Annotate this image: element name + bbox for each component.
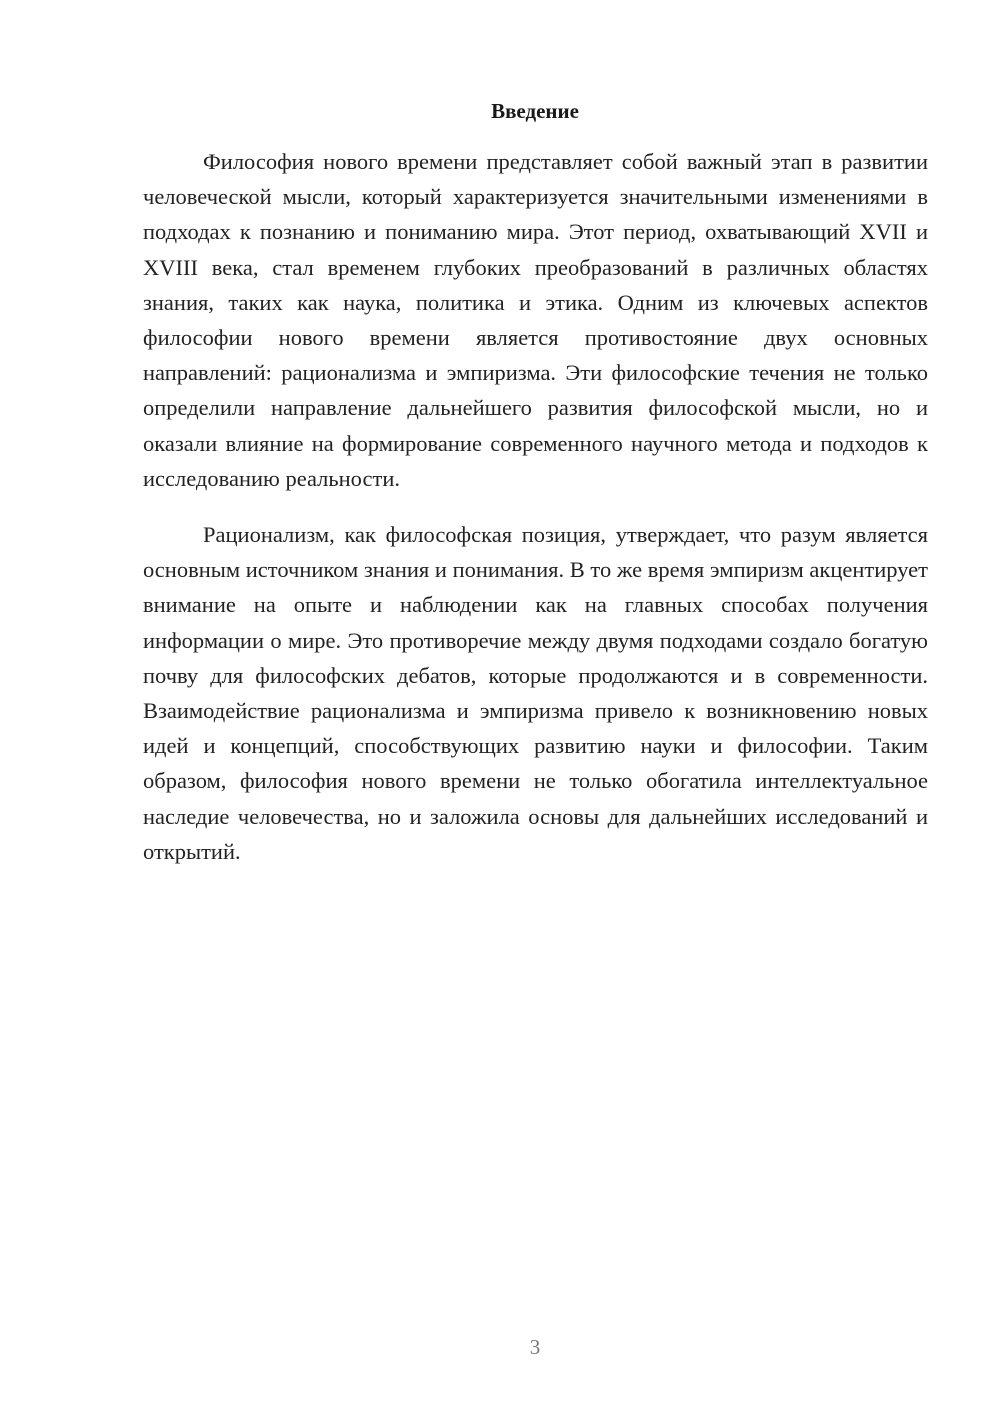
page-title: Введение bbox=[491, 99, 579, 123]
paragraph-intro: Философия нового времени представляет собой важный этап в развитии человеческой мысли, который характеризуется значительными изменениями в подходах к познанию и пониманию мира. Этот период, охватывающий XVII и XVIII века, стал временем глубоких преобразований в различных областях знания, таких как наука, политика и этика. Одним из ключевых аспектов философии нового времени является противостояние двух основных направлений: рационализма и эмпиризма. Эти философские течения не только определили направление дальнейшего развития философской мысли, но и оказали влияние на формирование современного научного метода и подходов к исследованию реальности. bbox=[143, 149, 928, 491]
body-text bbox=[143, 144, 928, 869]
page-number: 3 bbox=[529, 1335, 541, 1359]
paragraph-rationalism: Рационализм, как философская позиция, утверждает, что разум является основным источником знания и понимания. В то же время эмпиризм акцентирует внимание на опыте и наблюдении как на главных способах получения информации о мире. Это противоречие между двумя подходами создало богатую почву для философских дебатов, которые продолжаются и в современности. Взаимодействие рационализма и эмпиризма привело к возникновению новых идей и концепций, способствующих развитию науки и философии. Таким образом, философия нового времени не только обогатила интеллектуальное наследие человечества, но и заложила основы для дальнейших исследований и открытий. bbox=[143, 522, 928, 864]
